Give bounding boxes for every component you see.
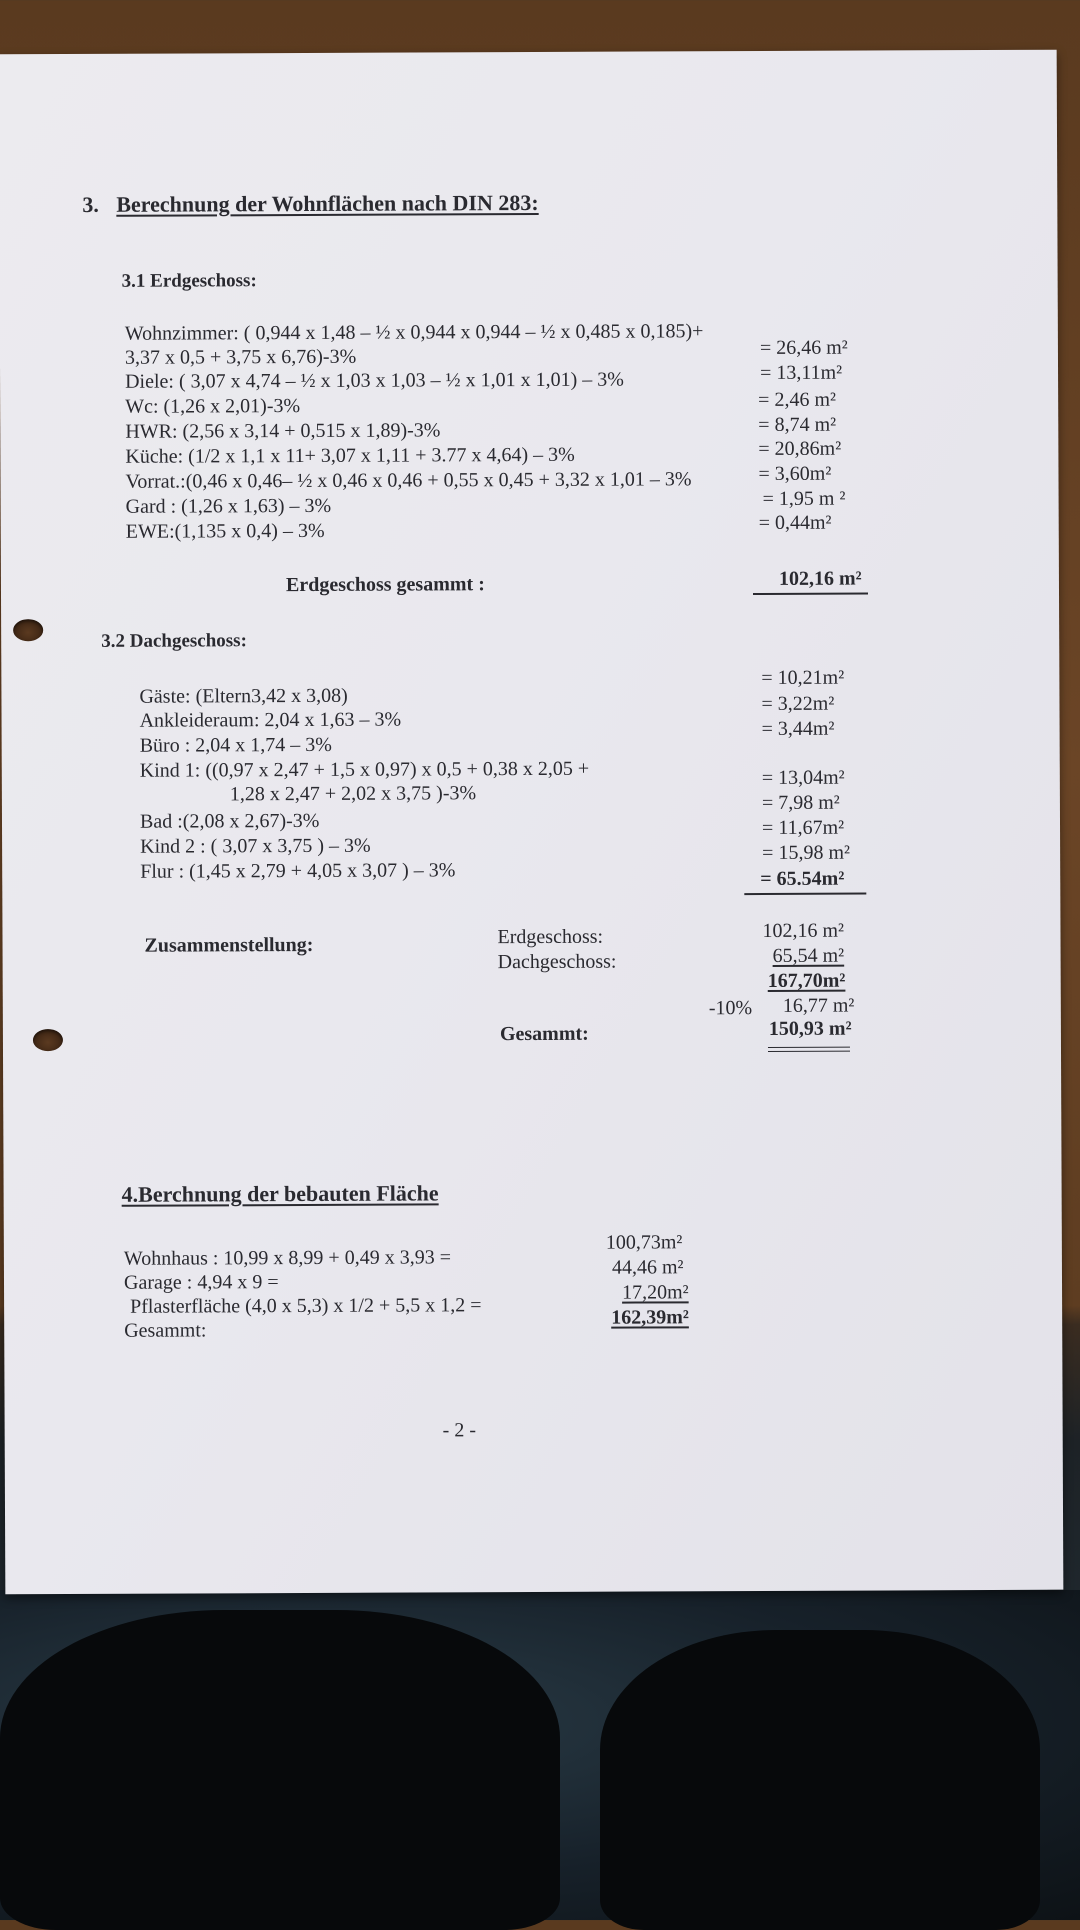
built-area-line: Wohnhaus : 10,99 x 8,99 + 0,49 x 3,93 = <box>123 1246 452 1270</box>
section-title: Berechnung der Wohnflächen nach DIN 283: <box>116 189 539 217</box>
eg-result: = 8,74 m² <box>758 413 837 437</box>
eg-line: Diele: ( 3,07 x 4,74 – ½ x 1,03 x 1,03 – ½ x 1,01 x 1,01) – 3% <box>125 368 624 393</box>
eg-line: Vorrat.:(0,46 x 0,46– ½ x 0,46 x 0,46 + 0,55 x 0,45 + 3,32 x 1,01 – 3% <box>125 468 692 493</box>
page-number: - 2 - <box>442 1419 477 1442</box>
eg-result: = 26,46 m² <box>759 336 848 359</box>
built-area-line: Gesammt: <box>124 1319 207 1342</box>
dg-result: = 3,22m² <box>761 692 835 715</box>
dg-result: = 7,98 m² <box>761 791 840 814</box>
document-page <box>0 50 1063 1595</box>
eg-line: Küche: (1/2 x 1,1 x 11+ 3,07 x 1,11 + 3.77 x 4,64) – 3% <box>125 443 575 468</box>
eg-total-label: Erdgeschoss gesammt : <box>285 573 485 597</box>
desk-surface <box>0 1590 1080 1920</box>
built-area-value: 17,20m² <box>622 1281 689 1304</box>
summary-dg-value: 65,54 m² <box>772 944 845 967</box>
dg-line: Büro : 2,04 x 1,74 – 3% <box>139 733 332 757</box>
dg-result: = 3,44m² <box>761 717 835 740</box>
dg-total: = 65.54m² <box>760 867 845 891</box>
eg-total-value: 102,16 m² <box>778 567 862 590</box>
summary-sum-value: 167,70m² <box>767 969 846 992</box>
punch-hole-top <box>13 619 43 641</box>
dg-total-underline <box>744 893 866 896</box>
reduction-label: -10% <box>708 997 753 1020</box>
dg-result: = 13,04m² <box>761 766 845 789</box>
summary-total-value: 150,93 m² <box>768 1017 852 1040</box>
dg-line: Kind 1: ((0,97 x 2,47 + 1,5 x 0,97) x 0,5 + 0,38 x 2,05 + <box>139 757 590 782</box>
summary-total-label: Gesammt: <box>499 1022 589 1046</box>
dg-result: = 10,21m² <box>761 666 845 689</box>
built-area-total: 162,39m² <box>611 1306 689 1329</box>
dg-line: Bad :(2,08 x 2,67)-3% <box>139 809 320 833</box>
eg-result: = 0,44m² <box>758 511 832 535</box>
eg-line: HWR: (2,56 x 3,14 + 0,515 x 1,89)-3% <box>125 419 441 443</box>
eg-result: = 13,11m² <box>759 361 843 384</box>
erdgeschoss-heading: 3.1 Erdgeschoss: <box>121 270 257 292</box>
dg-line: Flur : (1,45 x 2,79 + 4,05 x 3,07 ) – 3% <box>140 859 456 883</box>
eg-result: = 2,46 m² <box>758 388 837 412</box>
built-area-value: 100,73m² <box>605 1231 683 1254</box>
eg-line: Wohnzimmer: ( 0,944 x 1,48 – ½ x 0,944 x 0,944 – ½ x 0,485 x 0,185)+ <box>124 320 704 345</box>
eg-result: = 20,86m² <box>758 437 842 461</box>
built-area-line: Garage : 4,94 x 9 = <box>123 1271 279 1294</box>
dg-line: Gäste: (Eltern3,42 x 3,08) <box>139 684 348 708</box>
dg-line: 1,28 x 2,47 + 2,02 x 3,75 )-3% <box>229 782 477 806</box>
summary-dg-label: Dachgeschoss: <box>497 950 617 974</box>
eg-line: 3,37 x 0,5 + 3,75 x 6,76)-3% <box>124 345 357 369</box>
eg-result: = 3,60m² <box>758 462 832 486</box>
punch-hole-bottom <box>33 1029 63 1051</box>
summary-eg-label: Erdgeschoss: <box>497 925 604 949</box>
eg-line: EWE:(1,135 x 0,4) – 3% <box>125 519 325 543</box>
built-area-value: 44,46 m² <box>611 1256 684 1279</box>
dark-shape-right <box>600 1630 1040 1930</box>
reduction-value: 16,77 m² <box>782 994 855 1017</box>
dg-result: = 11,67m² <box>761 816 845 839</box>
section-number: 3. <box>82 191 99 217</box>
double-underline-bottom <box>768 1051 850 1052</box>
built-area-line: Pflasterfläche (4,0 x 5,3) x 1/2 + 5,5 x 1,2 = <box>130 1294 482 1318</box>
eg-total-underline <box>753 593 868 596</box>
eg-line: Wc: (1,26 x 2,01)-3% <box>125 395 301 418</box>
eg-result: = 1,95 m ² <box>762 487 846 510</box>
dg-line: Kind 2 : ( 3,07 x 3,75 ) – 3% <box>140 834 371 858</box>
double-underline-top <box>768 1047 850 1048</box>
summary-heading: Zusammenstellung: <box>144 933 314 957</box>
summary-eg-value: 102,16 m² <box>762 919 845 942</box>
dachgeschoss-heading: 3.2 Dachgeschoss: <box>101 630 247 652</box>
section4-title: 4.Berchnung der bebauten Fläche <box>121 1180 439 1207</box>
dg-result: = 15,98 m² <box>762 841 851 864</box>
eg-line: Gard : (1,26 x 1,63) – 3% <box>125 494 332 518</box>
dark-shape-left <box>0 1610 560 1930</box>
dg-line: Ankleideraum: 2,04 x 1,63 – 3% <box>139 708 402 732</box>
